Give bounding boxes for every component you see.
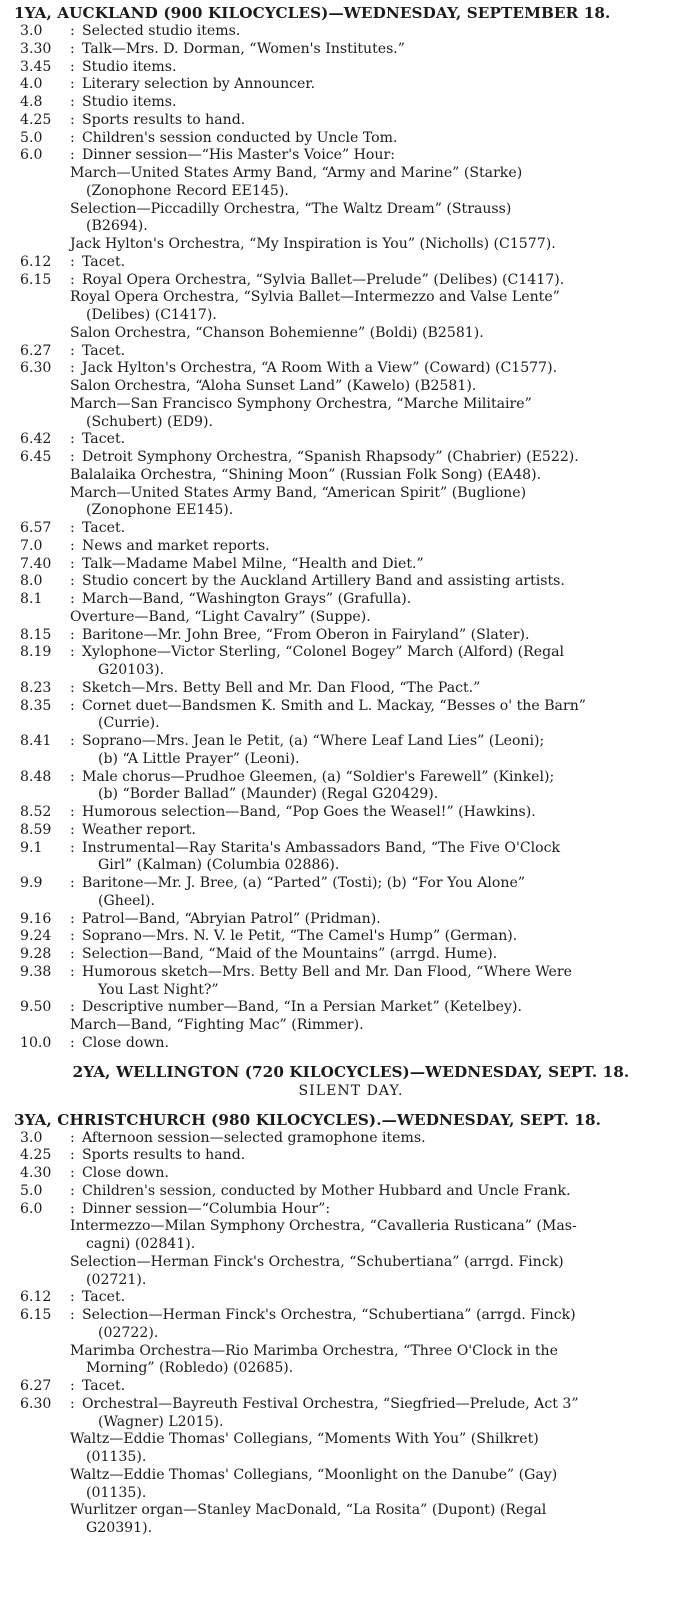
entry-time: 6.57: [20, 520, 52, 536]
programme-entry: [14, 360, 688, 378]
entry-time: 6.0: [20, 1200, 43, 1217]
sub-item-line: Royal Opera Orchestra, “Sylvia Ballet—Intermezzo and Valse Lente”: [70, 289, 560, 306]
entry-colon: :: [70, 520, 75, 536]
entry-time: 9.16: [20, 910, 52, 927]
entry-time: 9.9: [20, 875, 43, 891]
programme-entry: [14, 59, 688, 77]
entry-description: [82, 804, 688, 822]
entry-line: Close down.: [82, 1165, 169, 1181]
entry-colon: :: [70, 342, 75, 359]
entry-description: [82, 1165, 688, 1183]
sub-item: [14, 201, 688, 237]
entry-description: [82, 112, 688, 130]
entry-colon: :: [70, 129, 75, 146]
entry-description: [82, 822, 688, 840]
programme-entry: [14, 538, 688, 556]
entry-line: Royal Opera Orchestra, “Sylvia Ballet—Prelude” (Delibes) (C1417).: [82, 271, 565, 288]
entry-time: 9.24: [20, 928, 52, 945]
entry-line: Afternoon session—selected gramophone items.: [82, 1129, 426, 1146]
programme-entry: [14, 1130, 688, 1148]
entry-description: [82, 94, 688, 112]
programme-entry: [14, 431, 688, 449]
entry-description: [82, 41, 688, 59]
sub-item-line: Morning” (Robledo) (02685).: [86, 1360, 294, 1377]
sub-item: [14, 289, 688, 325]
entry-line: Talk—Madame Mabel Milne, “Health and Diet.”: [82, 555, 424, 572]
entry-time: 3.0: [20, 1129, 43, 1146]
sub-item: [14, 378, 688, 396]
entry-description: [82, 1201, 688, 1219]
programme-entry: [14, 1147, 688, 1165]
entry-description: [82, 573, 688, 591]
entry-colon: :: [70, 537, 75, 554]
sub-item-line: March—Band, “Fighting Mac” (Rimmer).: [70, 1017, 364, 1033]
sub-item-line: (Zonophone EE145).: [86, 502, 234, 519]
entry-colon: :: [70, 697, 75, 714]
entry-line: Studio items.: [82, 58, 177, 75]
entry-description: [82, 556, 688, 574]
programme-entry: [14, 822, 688, 840]
station-heading: 1YA, AUCKLAND (900 KILOCYCLES)—WEDNESDAY, SEPTEMBER 18.: [14, 4, 611, 22]
entry-description: [82, 23, 688, 41]
station-heading: 3YA, CHRISTCHURCH (980 KILOCYCLES).—WEDNESDAY, SEPT. 18.: [14, 1110, 602, 1129]
entry-time: 9.50: [20, 999, 52, 1016]
entry-colon: :: [70, 910, 75, 927]
entry-colon: :: [70, 1200, 75, 1217]
programme-entry: [14, 911, 688, 929]
entry-colon: :: [70, 58, 75, 75]
entry-description: [82, 343, 688, 361]
entry-description: [82, 875, 688, 911]
entry-colon: :: [70, 1395, 75, 1412]
entry-time: 4.30: [20, 1165, 52, 1181]
entry-description: [82, 1378, 688, 1396]
entry-time: 6.30: [20, 1395, 52, 1412]
entry-time: 8.15: [20, 626, 52, 643]
programme-entry: [14, 449, 688, 467]
entry-line: Dinner session—“His Master's Voice” Hour:: [82, 147, 395, 164]
programme-entry: [14, 556, 688, 574]
sub-item: [14, 1218, 688, 1254]
sub-item: [14, 609, 688, 627]
entry-colon: :: [70, 591, 75, 607]
entry-colon: :: [70, 839, 75, 856]
sub-item-line: Salon Orchestra, “Aloha Sunset Land” (Kawelo) (B2581).: [70, 378, 477, 394]
entry-time: 8.19: [20, 644, 52, 661]
programme-entry: [14, 1307, 688, 1343]
entry-line: Studio concert by the Auckland Artillery Band and assisting artists.: [82, 573, 565, 590]
entry-line: Sports results to hand.: [82, 111, 246, 128]
sub-item-line: cagni) (02841).: [86, 1236, 196, 1252]
programme-entry: [14, 928, 688, 946]
entry-line: Tacet.: [82, 520, 126, 536]
entry-line: Sports results to hand.: [82, 1147, 246, 1164]
entry-line: Cornet duet—Bandsmen K. Smith and L. Mackay, “Besses o' the Barn”: [82, 697, 586, 714]
entry-line: Selection—Band, “Maid of the Mountains” (arrgd. Hume).: [82, 946, 498, 962]
sub-item-line: Jack Hylton's Orchestra, “My Inspiration is You” (Nicholls) (C1577).: [70, 236, 556, 252]
entry-colon: :: [70, 271, 75, 288]
sub-item-line: (B2694).: [86, 218, 148, 235]
programme-entry: [14, 41, 688, 59]
programme-entry: [14, 1396, 688, 1432]
sub-item-line: Salon Orchestra, “Chanson Bohemienne” (Boldi) (B2581).: [70, 324, 484, 341]
entry-description: [82, 733, 688, 769]
entry-time: 6.42: [20, 431, 52, 448]
entry-description: [82, 911, 688, 929]
section-gap: [14, 1101, 688, 1111]
sub-item-line: (01135).: [86, 1484, 147, 1501]
entry-description: [82, 1289, 688, 1307]
entry-description: [82, 1183, 688, 1201]
programme-entry: [14, 23, 688, 41]
entry-time: 9.1: [20, 839, 43, 856]
programme-entry: [14, 804, 688, 822]
entry-colon: :: [70, 1378, 75, 1394]
programme-entry: [14, 733, 688, 769]
sub-item-line: Waltz—Eddie Thomas' Collegians, “Moonlight on the Danube” (Gay): [70, 1466, 558, 1483]
entry-line: Detroit Symphony Orchestra, “Spanish Rhapsody” (Chabrier) (E522).: [82, 449, 579, 465]
entry-line: Male chorus—Prudhoe Gleemen, (a) “Soldier's Farewell” (Kinkel);: [82, 768, 555, 785]
entry-description: [82, 538, 688, 556]
entry-colon: :: [70, 1147, 75, 1164]
entry-description: [82, 1396, 688, 1432]
sub-item: [14, 1254, 688, 1290]
entry-line: Baritone—Mr. J. Bree, (a) “Parted” (Tosti); (b) “For You Alone”: [82, 875, 526, 891]
entry-colon: :: [70, 76, 75, 93]
entry-colon: :: [70, 821, 75, 838]
entry-colon: :: [70, 963, 75, 980]
entry-time: 8.59: [20, 821, 52, 838]
entry-line: Humorous selection—Band, “Pop Goes the Weasel!” (Hawkins).: [82, 804, 536, 820]
sub-item-line: Selection—Piccadilly Orchestra, “The Waltz Dream” (Strauss): [70, 200, 512, 217]
entry-time: 6.30: [20, 360, 52, 377]
programme-entry: [14, 627, 688, 645]
entry-time: 8.48: [20, 768, 52, 785]
sub-item-line: Selection—Herman Finck's Orchestra, “Schubertiana” (arrgd. Finck): [70, 1253, 564, 1270]
entry-colon: :: [70, 94, 75, 110]
entry-description: [82, 946, 688, 964]
station-heading: 2YA, WELLINGTON (720 KILOCYCLES)—WEDNESDAY, SEPT. 18.: [72, 1062, 630, 1081]
sub-item-line: March—United States Army Band, “Army and Marine” (Starke): [70, 165, 523, 181]
entry-line: (b) “A Little Prayer” (Leoni).: [98, 750, 300, 767]
entry-line: (Currie).: [98, 715, 160, 732]
entry-line: Girl” (Kalman) (Columbia 02886).: [98, 857, 340, 874]
sub-item-line: (Schubert) (ED9).: [86, 413, 213, 430]
entry-colon: :: [70, 1165, 75, 1181]
sub-item-line: Waltz—Eddie Thomas' Collegians, “Moments With You” (Shilkret): [70, 1431, 539, 1448]
entry-description: [82, 591, 688, 609]
entry-description: [82, 999, 688, 1017]
entry-colon: :: [70, 253, 75, 270]
entry-time: 4.25: [20, 111, 52, 128]
entry-line: Instrumental—Ray Starita's Ambassadors Band, “The Five O'Clock: [82, 839, 561, 856]
entry-line: News and market reports.: [82, 537, 270, 554]
programme-entry: [14, 76, 688, 94]
sub-item-line: (Zonophone Record EE145).: [86, 182, 289, 199]
entry-description: [82, 147, 688, 165]
sub-item-line: (Delibes) (C1417).: [86, 307, 217, 323]
entry-time: 3.0: [20, 23, 43, 39]
programme-entry: [14, 964, 688, 1000]
entry-line: Patrol—Band, “Abryian Patrol” (Pridman).: [82, 910, 381, 927]
programme-entry: [14, 94, 688, 112]
entry-time: 6.12: [20, 253, 52, 270]
entry-time: 3.30: [20, 40, 52, 57]
entry-line: Dinner session—“Columbia Hour”:: [82, 1200, 331, 1217]
entry-time: 8.23: [20, 679, 52, 696]
programme-entry: [14, 680, 688, 698]
entry-colon: :: [70, 733, 75, 749]
entry-time: 6.0: [20, 147, 43, 164]
section-gap: [14, 1053, 688, 1063]
programme-entry: [14, 875, 688, 911]
entry-colon: :: [70, 431, 75, 448]
entry-line: Orchestral—Bayreuth Festival Orchestra, “Siegfried—Prelude, Act 3”: [82, 1395, 579, 1412]
sub-item-line: March—United States Army Band, “American Spirit” (Buglione): [70, 484, 527, 501]
programme-entry: [14, 698, 688, 734]
sub-item: [14, 1431, 688, 1467]
entry-time: 4.25: [20, 1147, 52, 1164]
programme-entry: [14, 1289, 688, 1307]
sub-item: [14, 485, 688, 521]
sub-item-line: Balalaika Orchestra, “Shining Moon” (Russian Folk Song) (EA48).: [70, 466, 542, 483]
programme-entry: [14, 644, 688, 680]
entry-colon: :: [70, 875, 75, 891]
entry-description: [82, 360, 688, 378]
entry-time: 6.15: [20, 1307, 52, 1323]
entry-colon: :: [70, 999, 75, 1016]
entry-time: 3.45: [20, 58, 52, 75]
entry-time: 8.52: [20, 804, 52, 820]
programme-entry: [14, 769, 688, 805]
entry-description: [82, 431, 688, 449]
entry-line: Selection—Herman Finck's Orchestra, “Schubertiana” (arrgd. Finck): [82, 1307, 576, 1323]
entry-time: 4.0: [20, 76, 43, 93]
entry-line: G20103).: [98, 662, 165, 678]
entry-line: Talk—Mrs. D. Dorman, “Women's Institutes.”: [82, 40, 405, 57]
entry-time: 8.1: [20, 591, 43, 607]
entry-line: Descriptive number—Band, “In a Persian Market” (Ketelbey).: [82, 999, 522, 1016]
sub-item-line: (02721).: [86, 1271, 147, 1288]
entry-line: (Gheel).: [98, 892, 156, 909]
entry-colon: :: [70, 1182, 75, 1199]
entry-description: [82, 1307, 688, 1343]
entry-colon: :: [70, 768, 75, 785]
entry-line: Close down.: [82, 1034, 169, 1051]
entry-colon: :: [70, 1129, 75, 1146]
programme-entry: [14, 840, 688, 876]
entry-description: [82, 627, 688, 645]
sub-item: [14, 467, 688, 485]
entry-time: 8.0: [20, 573, 43, 590]
entry-description: [82, 1147, 688, 1165]
entry-colon: :: [70, 147, 75, 164]
entry-line: Xylophone—Victor Sterling, “Colonel Bogey” March (Alford) (Regal: [82, 644, 565, 661]
entry-colon: :: [70, 1034, 75, 1051]
sub-item-line: (01135).: [86, 1449, 147, 1465]
programme-entry: [14, 520, 688, 538]
programme-entry: [14, 1378, 688, 1396]
entry-line: Selected studio items.: [82, 23, 241, 39]
programme-entry: [14, 147, 688, 165]
entry-line: (b) “Border Ballad” (Maunder) (Regal G20429).: [98, 786, 439, 803]
entry-description: [82, 840, 688, 876]
entry-time: 5.0: [20, 1182, 43, 1199]
sub-item-line: March—San Francisco Symphony Orchestra, “Marche Militaire”: [70, 395, 532, 412]
entry-colon: :: [70, 1307, 75, 1323]
entry-line: March—Band, “Washington Grays” (Grafulla).: [82, 591, 412, 607]
entry-time: 7.0: [20, 537, 43, 554]
programme-entry: [14, 999, 688, 1017]
sub-item-line: G20391).: [86, 1520, 153, 1536]
entry-line: Baritone—Mr. John Bree, “From Oberon in Fairyland” (Slater).: [82, 626, 530, 643]
entry-description: [82, 698, 688, 734]
entry-description: [82, 130, 688, 148]
sub-item: [14, 1502, 688, 1538]
entry-colon: :: [70, 111, 75, 128]
entry-description: [82, 769, 688, 805]
sub-item-line: Overture—Band, “Light Cavalry” (Suppe).: [70, 608, 371, 625]
entry-line: Weather report.: [82, 821, 196, 838]
programme-entry: [14, 591, 688, 609]
sub-item: [14, 236, 688, 254]
entry-colon: :: [70, 40, 75, 57]
programme-entry: [14, 272, 688, 290]
entry-description: [82, 928, 688, 946]
entry-time: 6.45: [20, 449, 52, 465]
entry-time: 8.41: [20, 733, 52, 749]
entry-line: Tacet.: [82, 1378, 126, 1394]
programme-entry: [14, 573, 688, 591]
sub-item: [14, 1343, 688, 1379]
entry-line: Studio items.: [82, 94, 177, 110]
sub-item: [14, 1017, 688, 1035]
entry-time: 5.0: [20, 129, 43, 146]
programme-entry: [14, 1165, 688, 1183]
station-subtitle: SILENT DAY.: [298, 1082, 404, 1099]
entry-colon: :: [70, 555, 75, 572]
entry-colon: :: [70, 679, 75, 696]
programme-entry: [14, 946, 688, 964]
entry-description: [82, 964, 688, 1000]
entry-description: [82, 1130, 688, 1148]
entry-colon: :: [70, 946, 75, 962]
entry-time: 6.12: [20, 1289, 52, 1306]
entry-line: Tacet.: [82, 1289, 126, 1306]
entry-colon: :: [70, 1289, 75, 1306]
entry-line: Humorous sketch—Mrs. Betty Bell and Mr. Dan Flood, “Where Were: [82, 963, 572, 980]
entry-colon: :: [70, 360, 75, 377]
entry-line: Literary selection by Announcer.: [82, 76, 316, 93]
sub-item-line: Wurlitzer organ—Stanley MacDonald, “La Rosita” (Dupont) (Regal: [70, 1502, 547, 1519]
programme-entry: [14, 343, 688, 361]
sub-item: [14, 325, 688, 343]
entry-colon: :: [70, 23, 75, 39]
entry-line: Soprano—Mrs. N. V. le Petit, “The Camel's Hump” (German).: [82, 928, 518, 945]
entry-description: [82, 272, 688, 290]
entry-colon: :: [70, 804, 75, 820]
entry-time: 9.28: [20, 946, 52, 962]
sub-item: [14, 396, 688, 432]
programme-entry: [14, 112, 688, 130]
entry-description: [82, 449, 688, 467]
programme-entry: [14, 130, 688, 148]
entry-description: [82, 680, 688, 698]
entry-time: 9.38: [20, 963, 52, 980]
entry-line: Tacet.: [82, 431, 126, 448]
entry-time: 6.15: [20, 271, 52, 288]
sub-item-line: Marimba Orchestra—Rio Marimba Orchestra, “Three O'Clock in the: [70, 1342, 558, 1359]
entry-colon: :: [70, 573, 75, 590]
entry-colon: :: [70, 928, 75, 945]
programme-entry: [14, 1201, 688, 1219]
entry-line: Sketch—Mrs. Betty Bell and Mr. Dan Flood, “The Pact.”: [82, 679, 481, 696]
entry-time: 10.0: [20, 1034, 52, 1051]
sub-item-line: Intermezzo—Milan Symphony Orchestra, “Cavalleria Rusticana” (Mas-: [70, 1218, 577, 1235]
entry-line: Tacet.: [82, 342, 126, 359]
entry-colon: :: [70, 644, 75, 661]
entry-description: [82, 1035, 688, 1053]
entry-line: Soprano—Mrs. Jean le Petit, (a) “Where Leaf Land Lies” (Leoni);: [82, 733, 545, 749]
entry-line: Tacet.: [82, 253, 126, 270]
entry-line: Jack Hylton's Orchestra, “A Room With a View” (Coward) (C1577).: [82, 360, 558, 377]
entry-line: Children's session, conducted by Mother Hubbard and Uncle Frank.: [82, 1182, 571, 1199]
entry-line: Children's session conducted by Uncle Tom.: [82, 129, 398, 146]
entry-description: [82, 59, 688, 77]
entry-time: 4.8: [20, 94, 43, 110]
programme-entry: [14, 1035, 688, 1053]
entry-time: 8.35: [20, 697, 52, 714]
entry-time: 7.40: [20, 555, 52, 572]
entry-line: (02722).: [98, 1324, 159, 1341]
entry-description: [82, 76, 688, 94]
entry-description: [82, 254, 688, 272]
entry-description: [82, 644, 688, 680]
programme-entry: [14, 254, 688, 272]
programme-entry: [14, 1183, 688, 1201]
entry-description: [82, 520, 688, 538]
entry-time: 6.27: [20, 342, 52, 359]
entry-line: (Wagner) L2015).: [98, 1413, 224, 1430]
sub-item: [14, 1467, 688, 1503]
entry-colon: :: [70, 449, 75, 465]
entry-line: You Last Night?”: [98, 981, 219, 998]
sub-item: [14, 165, 688, 201]
entry-colon: :: [70, 626, 75, 643]
entry-time: 6.27: [20, 1378, 52, 1394]
